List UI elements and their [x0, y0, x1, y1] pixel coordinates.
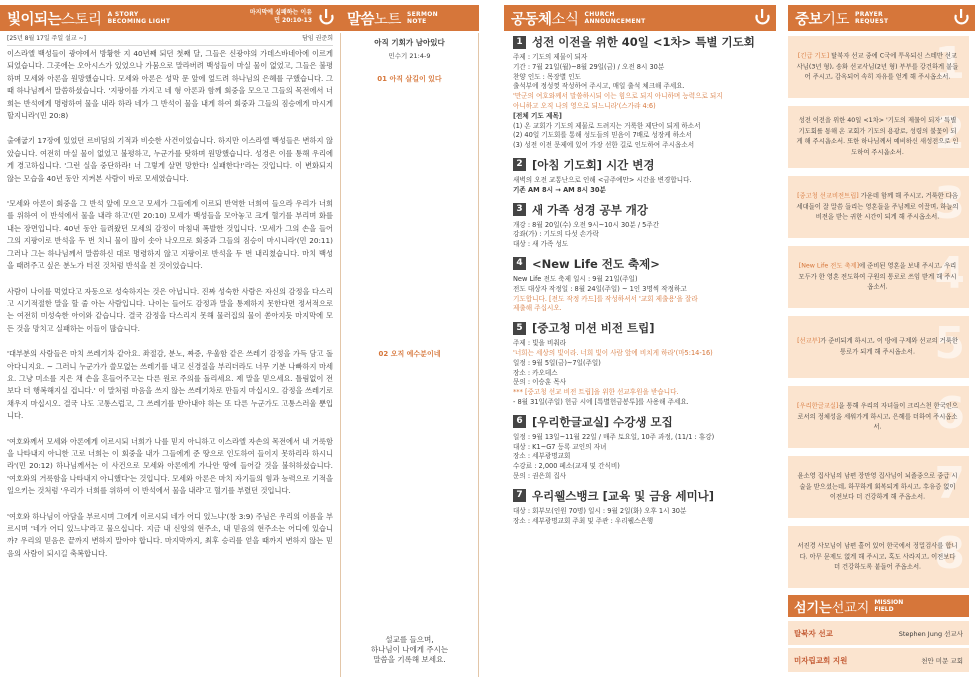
prayer-highlight: [선교부] — [797, 337, 821, 345]
mission-title: 섬기는선교지 — [794, 600, 870, 616]
story-paragraph: '여호와 하나님이 아담을 부르시며 그에게 이르시되 네가 어디 있느냐'(창 3:9) 주님은 우리의 이름을 부르시며 '네가 어디 있느냐'라고 물으십니다. 지금 내 신앙의 현주소, 내 믿음의 현주소는 어디에 있습니까? 우리의 믿음은 끝까지 변하지 말아야 합니다. 마지막까지, 최후 승리를 얻을 때까지 변하지 않는 믿음의 사람이 되시길 축복합니다. — [7, 511, 333, 558]
prayer-body: 을 통해 우리의 자녀들이 크리스천 한국인으로서의 정체성을 세워가게 하시고, 은혜를 더하여 주시옵소서. — [797, 402, 958, 431]
prayer-number: 5 — [934, 318, 965, 369]
announcement-line: 일정 : 9월 5일(금)~7일(주일) — [513, 358, 601, 367]
announcement-line: 개강 : 8월 20일(수) 오전 9시~10시 30분 / 5주간 — [513, 220, 660, 229]
announcement-heading — [513, 157, 766, 173]
announcement-line: 강좌(가) : 기도의 다섯 손가락 — [513, 230, 599, 239]
sermon-preacher: 담임 권준희 — [302, 35, 333, 42]
note-header — [340, 5, 479, 31]
prayer-body: 서진경 사모님이 남편 홀어 있어 한국에서 정밀검사를 합니다. 아무 문제도 없게 해 주시고, 혹도 사라지고, 이전보다 더 건강하도록 붙들어 주옵소서. — [797, 542, 958, 571]
church-logo-icon — [753, 8, 771, 28]
announcement-line: 제출해 주십시오. — [513, 304, 562, 313]
prayer-highlight: [우리한글교실] — [797, 402, 839, 410]
prayer-text — [796, 261, 959, 293]
story-paragraph: '여호와께서 모세와 아론에게 이르시되 너희가 나를 믿지 아니하고 이스라엘 자손의 목전에서 내 거룩함을 나타내지 아니한 고로 너희는 이 회중을 내가 그들에게 준 땅으로 인도하여 들이지 못하리라 하시니라'(민 20:12) 하나님께서는 이 사건으로 모세와 아론에게 가나안 땅에 들어갈 것을 불허하셨습니다. '여호와의 거룩함을 나타내지 아니했다'는 것입니다. 모세와 아론은 마치 자기들의 힘과 능력으로 기적을 일으키는 것처럼 '우리가 너희를 위하여 이 반석에서 물을 내랴'고 혈기를 부렸던 것입니다. — [7, 436, 333, 496]
prayer-number: 6 — [934, 388, 965, 439]
prayer-body: 탈북자 선교 중에 C국에 투옥되신 스테반 선교사님(3년 형), 송화 선교사님(2년 형) 부부를 강건하게 붙들어 주시고, 감옥되어 속히 자유를 얻게 해 주시옵소서. — [796, 52, 959, 81]
announcement-subtitle: CHURCH ANNOUNCEMENT — [584, 11, 646, 25]
prayer-text — [796, 337, 959, 358]
note-title: 말씀노트 — [347, 11, 402, 28]
announcement-line: 일정 : 9월 13일~11월 22일 / 매주 토요일, 10주 과정, (11/1 : 휴강) — [513, 432, 715, 441]
announcement-line: 장소 : 세부광명교회 주최 및 주관 : 우리웰스은행 — [513, 516, 654, 525]
prayer-body: 가운데 함께 해 주시고, 거룩한 다음 세대들이 잘 말씀 들리는 영혼들을 주님께로 이끌며, 하늘의 비전을 받는 귀한 시간이 되게 해 주시옵소서. — [796, 192, 959, 221]
announcement-heading — [513, 488, 766, 504]
prayer-body: 가 준비되게 하시고, 이 땅에 구제와 선교의 거룩한 통로가 되게 해 주시옵소서. — [820, 337, 958, 355]
sermon-date: [25년 8월 17일 주일 설교 ~] — [7, 35, 86, 42]
story-title: 빛이되는스토리 — [7, 11, 102, 28]
story-body — [7, 48, 333, 573]
prayer-highlight: [New Life 전도 축제] — [798, 262, 860, 270]
announcement-heading — [513, 34, 766, 50]
prayer-request-box — [788, 246, 969, 308]
sermon-info: 마지막에 실패하는 이유 민 20:10-13 — [249, 9, 312, 24]
announcement-line: 기존 AM 8시 → AM 8시 30분 — [513, 185, 606, 194]
prayer-title: 중보기도 — [795, 11, 850, 28]
announcement-heading — [513, 256, 766, 272]
announcement-title: <New Life 전도 축제> — [532, 256, 660, 271]
announcement-line: 찬양 인도 : 목장별 인도 — [513, 72, 581, 81]
prayer-text — [796, 471, 959, 503]
story-header — [0, 5, 340, 31]
announcement-line: 아니하고 오직 나의 영으로 되느니라'(스가랴 4:6) — [513, 101, 656, 110]
prayer-number: 4 — [934, 248, 965, 299]
prayer-text — [796, 116, 959, 158]
prayer-number: 7 — [934, 458, 965, 509]
prayer-text — [796, 191, 959, 223]
announcement-line: 장소 : 카오데스 — [513, 368, 558, 377]
announcement-item — [513, 34, 766, 151]
announcement-line: (1) 온 교회가 기도의 제물로 드려지는 거룩한 제단이 되게 하소서 — [513, 121, 701, 130]
announcement-header — [504, 5, 776, 31]
announcement-title: 우리웰스뱅크 [교육 및 금융 세미나] — [532, 488, 715, 503]
note-verse-ref: 민수기 21:4-9 — [388, 52, 431, 60]
story-panel — [0, 0, 340, 677]
prayer-request-box — [788, 456, 969, 518]
announcement-item — [513, 157, 766, 196]
prayer-body: 윤소영 집사님의 남편 장만영 집사님이 뇌졸중으로 중급 시술을 받으셨는데, 하꾸하게 회복되게 하시고, 후유증 없이 이전보다 더 건강하게 해 주옵소서. — [797, 472, 958, 501]
announcement-line: 주제 : 기도의 제물이 되자 — [513, 53, 588, 61]
announcement-item — [513, 320, 766, 408]
prayer-text — [796, 401, 959, 433]
prayer-number: 3 — [934, 178, 965, 229]
prayer-number: 8 — [934, 528, 965, 579]
announcement-list — [513, 34, 766, 532]
announcement-title: [아침 기도회] 시간 변경 — [532, 157, 655, 172]
announcement-title: 공동체소식 — [511, 11, 579, 28]
announcement-line: 기도합니다. [전도 작정 카드]를 작성하셔서 '교회 제출용'을 잘라 — [513, 294, 698, 303]
announcement-title: 성전 이전을 위한 40일 <1차> 특별 기도회 — [532, 35, 755, 49]
church-logo-icon — [317, 8, 335, 28]
story-paragraph: 이스라엘 백성들이 광야에서 방황한 지 40년째 되던 첫째 달, 그들은 신광야의 가데스바네아에 이르게 되었습니다. 그곳에는 오아시스가 있었으나 가뭄으로 말라버려 백성들이 마실 물이 없었고, 그들은 불평하며 모세와 아론을 원망했습니다. 모세와 아론은 성막 문 앞에 엎드려 하나님의 은혜를 구했습니다. 그때 하나님께서 말씀하셨습니다. '지팡이를 가지고 네 형 아론과 함께 회중을 모으고 그들의 목전에서 너희는 반석에게 명령하여 물을 내라 하라 네가 그 반석이 물을 내게 하여 회중과 그들의 짐승에게 마시게 할지니라'(민 20:8) — [7, 49, 333, 121]
announcement-line: 새벽의 오전 교통난으로 인해 <금주예만> 시간을 변경합니다. — [513, 175, 692, 184]
announcement-item — [513, 256, 766, 314]
announcement-line: 문의 : 권은희 집사 — [513, 471, 567, 480]
prayer-request-box — [788, 36, 969, 98]
mission-row — [788, 648, 969, 672]
mission-subtitle: MISSION FIELD — [874, 599, 904, 613]
announcement-item — [513, 202, 766, 250]
prayer-request-box — [788, 316, 969, 378]
announcement-line: [전체 기도 제목] — [513, 111, 562, 120]
announcement-panel — [479, 0, 776, 677]
announcement-line: 주제 : 빛을 비춰라 — [513, 339, 567, 348]
sermon-note-panel — [340, 0, 479, 677]
story-paragraph: 사람이 나이를 먹었다고 자동으로 성숙하지는 것은 아닙니다. 진짜 성숙한 사람은 자신의 감정을 다스리고 시기적절한 말을 할 줄 아는 사람입니다. 나이는 들어도 감정과 말을 통제하지 못한다면 정서적으로는 여전히 미성숙한 아이와 같습니다. 결국 감정을 다스리지 못해 물러집의 물이 쏟아지듯 마지막에 모든 것을 망치고 실패하는 이들이 많습니다. — [7, 286, 333, 333]
prayer-highlight: [중고청 선교비전트립] — [797, 192, 859, 200]
note-heading: 아직 기회가 남아있다 — [374, 38, 445, 47]
prayer-panel — [776, 0, 975, 677]
prayer-request-box — [788, 526, 969, 588]
prayer-body: 성전 이전을 위한 40일 <1차> '기도의 제물이 되자' 특별 기도회를 통해 온 교회가 기도의 용광로, 성령의 불꽃이 되게 해 주시옵소서. 또한 하나님께서 예비하신 새성전으로 인도하여 주시옵소서. — [796, 117, 959, 156]
announcement-line: 수강료 : 2,000 페소(교재 및 간식비) — [513, 462, 620, 471]
story-paragraph: 출애굽기 17장에 있었던 르비딤의 기적과 비슷한 사건이었습니다. 하지만 이스라엘 백성들은 변하지 않았습니다. 여전히 마실 물이 없었고 불평하고, 누군가를 탓하며 원망했습니다. 성경은 이를 통해 우리에게 경고하십니다. '그런 실을 중단하라! 너 그렇게 살면 망한다! 실패한다!'라는 것입니다. 이 변화되지 않는 모습을 40년 동안 지켜본 사람이 바로 모세였습니다. — [7, 136, 333, 183]
prayer-text — [796, 541, 959, 573]
note-footer: 설교를 들으며, 하나님이 나에게 주시는 말씀을 기록해 보세요. — [370, 635, 449, 664]
announcement-heading — [513, 320, 766, 336]
prayer-number: 2 — [934, 108, 965, 159]
prayer-request-box — [788, 176, 969, 238]
prayer-request-box — [788, 106, 969, 168]
announcement-line: 대상 : 회부모(인원 70명) 일시 : 9월 2일(화) 오후 1시 30분 — [513, 506, 687, 515]
story-paragraph: '모세와 아론이 회중을 그 반석 앞에 모으고 모세가 그들에게 이르되 반역한 너희여 들으라 우리가 너희를 위하여 이 반석에서 물을 내랴 하고'(민 20:10) 모세가 백성들을 모아놓고 크게 혈기를 부리며 화를 내는 장면입니다. 40년 동안 들려왔던 모세의 감정이 마침내 폭발한 것입니다. '모세가 그의 손을 들어 그의 지팡이로 반석을 두 번 치니 물이 많이 솟아 나오므로 회중과 그들의 짐승이 마시니라'(민 20:11) 그러나 그는 하나님께서 말씀하신 대로 명령하지 않고 지팡이로 반석을 두 번 내리쳤습니다. 마치 백성을 때려주고 싶은 분노가 터진 것처럼 반석을 친 것이었습니다. — [7, 199, 333, 271]
note-subtitle: SERMON NOTE — [407, 11, 438, 25]
announcement-line: 기간 : 7월 21일(월)~8월 29일(금) / 오전 8시 30분 — [513, 62, 665, 71]
announcement-line: (2) 40일 기도회를 통해 성도들의 믿음이 7배로 성장케 하소서 — [513, 131, 692, 140]
church-logo-icon — [952, 8, 970, 28]
note-point-2: 02 오직 예수분이네 — [378, 350, 441, 358]
announcement-number: 2 — [513, 158, 526, 171]
mission-field-contact: Stephen Jung 선교사 — [898, 629, 963, 638]
announcement-line: 장소 : 세부광명교회 — [513, 452, 571, 461]
mission-field-contact: 천안 미문 교회 — [921, 656, 963, 665]
note-point-1: 01 아직 살길이 있다 — [377, 75, 442, 83]
announcement-line: (3) 성전 이전 문제에 있어 가장 선한 길로 인도하여 주시옵소서 — [513, 141, 695, 150]
story-subtitle: A STORY BECOMING LIGHT — [107, 11, 171, 25]
announcement-line: New Life 전도 축제 일시 : 9월 21일(주일) — [513, 274, 638, 283]
announcement-item — [513, 414, 766, 482]
announcement-line: 출석부에 정성껏 작성하여 주시고, 매일 출석 체크해 주세요. — [513, 82, 685, 91]
prayer-highlight: [긴급 기도] — [797, 52, 830, 60]
announcement-line: 대상 : 새 가족 성도 — [513, 240, 569, 249]
prayer-request-box — [788, 386, 969, 448]
announcement-line: *** [중고청 선교 비전 트립]을 위한 선교후원을 받습니다. — [513, 388, 679, 397]
announcement-number: 3 — [513, 203, 526, 216]
announcement-line: 대상 : K1~G7 등록 교인의 자녀 — [513, 442, 607, 451]
prayer-number: 1 — [934, 38, 965, 89]
announcement-line: '너희는 세상의 빛이라. 너희 빛이 사람 앞에 비치게 하라'(마5:14-16) — [513, 348, 713, 357]
announcement-item — [513, 488, 766, 527]
announcement-title: [우리한글교실] 수강생 모집 — [532, 414, 673, 429]
prayer-body: 에 준비된 영혼을 보내 주시고, 우리 모두가 한 영혼 전도하여 구원의 통로로 쓰임 받게 해 주시옵소서. — [798, 262, 957, 291]
announcement-number: 5 — [513, 322, 526, 335]
announcement-heading — [513, 202, 766, 218]
story-paragraph: '대부분의 사람들은 마치 쓰레기차 같아요. 좌절감, 분노, 짜증, 우울함 같은 쓰레기 감정을 가득 담고 돌아다니지요. ~ 그러니 누군가가 쓸모없는 쓰레기를 내고 신경질을 부리더라도 너무 기분 나빠하지 마세요. 그냥 미소를 지은 채 손을 흔들어주고는 다른 원로 주의를 돌리세요. 제 말을 믿으세요. 틀림없이 전보다 더 행복해지실 겁니다.' 이 말처럼 마음을 쓰지 않는 쓰레기차로 만들지 마십시오. 감정을 쓰레기로 채우지 마십시오. 결국 나도 고통스럽고, 그 쓰레기를 받아내야 하는 또 다른 누군가도 고통스러울 뿐입니다. — [7, 349, 333, 421]
prayer-subtitle: PRAYER REQUEST — [855, 11, 889, 25]
mission-row — [788, 621, 969, 645]
announcement-line: 문의 : 이승훈 목사 — [513, 378, 567, 387]
announcement-line: '만군의 여호와께서 말씀하시되 이는 힘으로 되지 아니하며 능력으로 되지 — [513, 92, 723, 101]
announcement-number: 1 — [513, 36, 526, 49]
mission-field-name: 탈북자 선교 — [794, 628, 833, 638]
announcement-title: [중고청 미션 비전 트립] — [532, 321, 655, 336]
note-area — [340, 33, 479, 677]
announcement-line: 전도 대상자 작정일 : 8월 24일(주일) ~ 1인 3명씩 작정하고 — [513, 284, 687, 293]
announcement-number: 4 — [513, 257, 526, 270]
prayer-text — [796, 51, 959, 83]
mission-field-name: 미자립교회 지원 — [794, 655, 848, 665]
announcement-number: 7 — [513, 489, 526, 502]
mission-header — [788, 595, 969, 617]
announcement-number: 6 — [513, 415, 526, 428]
announcement-heading — [513, 414, 766, 430]
sermon-meta — [7, 33, 333, 46]
announcement-line: - 8월 31일(주일) 헌금 시에 [특별헌금봉투]를 사용해 주세요. — [513, 397, 689, 406]
prayer-header — [788, 5, 975, 31]
announcement-title: 새 가족 성경 공부 개강 — [532, 202, 648, 217]
